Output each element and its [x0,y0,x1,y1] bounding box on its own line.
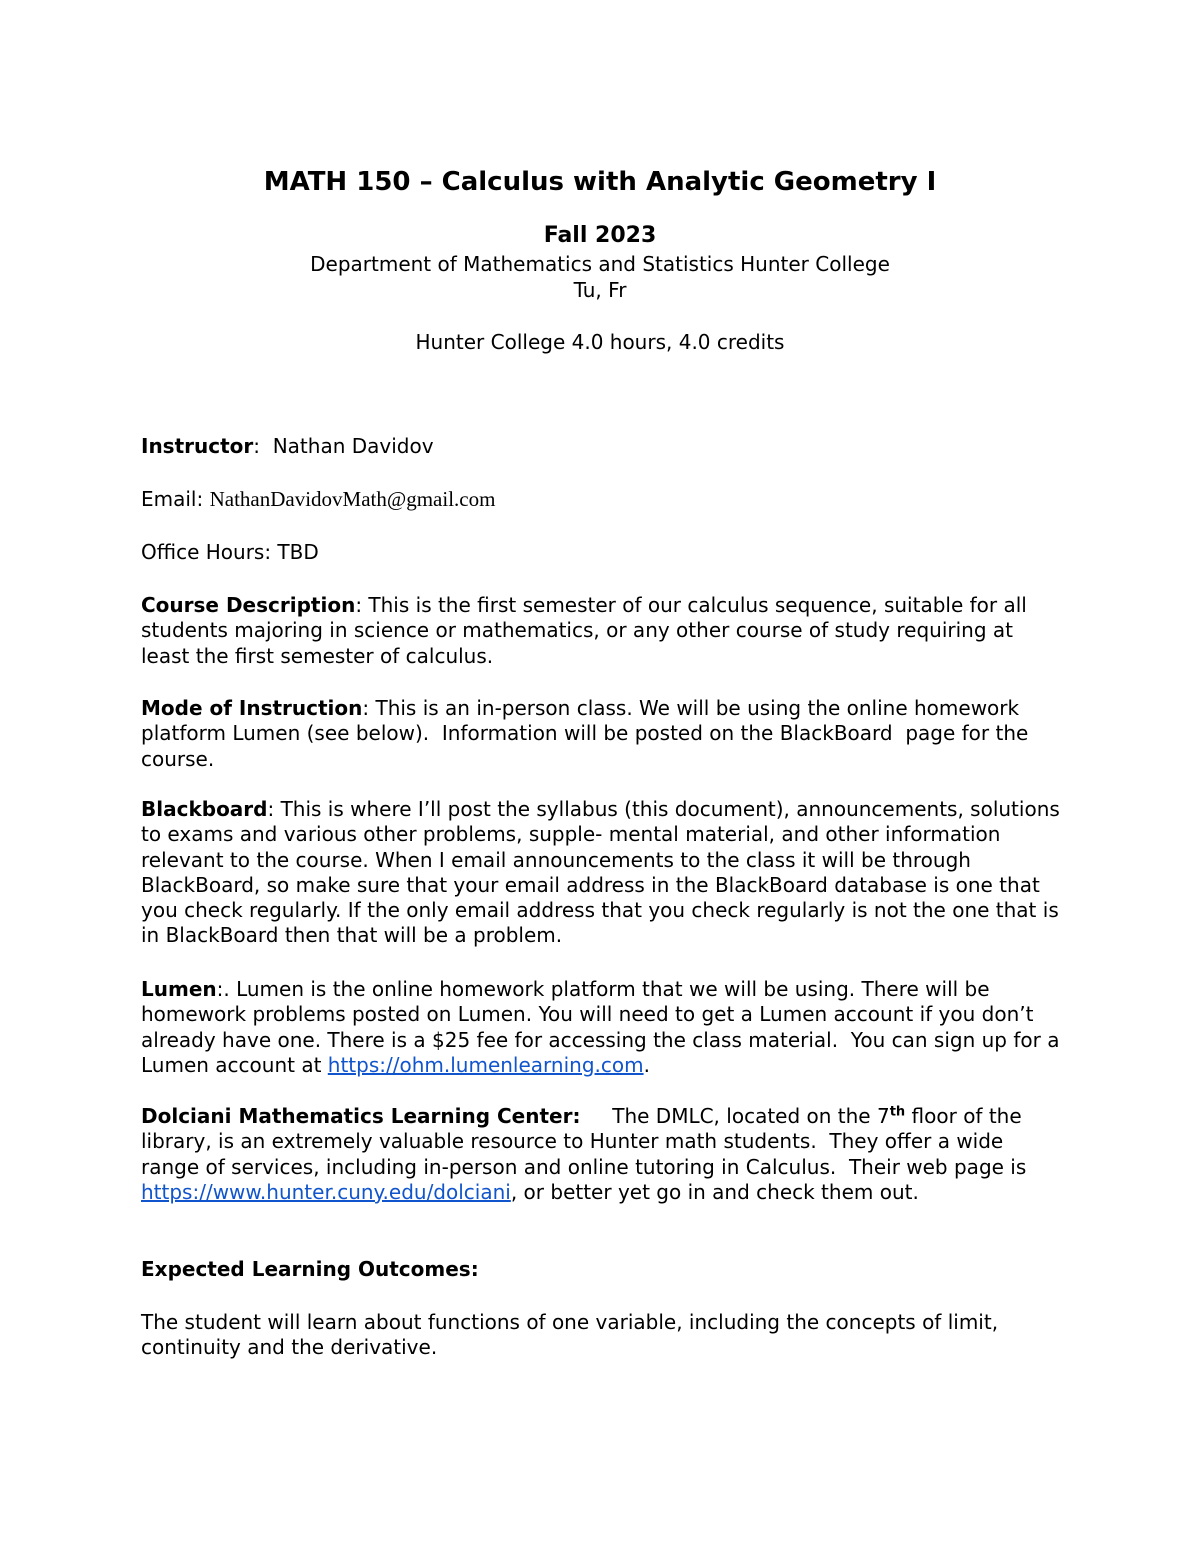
instructor-line [141,434,1061,459]
lumen-paragraph [141,977,1066,1078]
email-label: Email: [141,487,210,511]
dmlc-after: , or better yet go in and check them out. [510,1179,919,1204]
course-title: MATH 150 – Calculus with Analytic Geometry I [263,167,937,197]
blackboard-paragraph [141,797,1061,949]
mode-of-instruction-text: : This is an in-person class. We will be using the online homework platform Lumen (see below). Information will be posted on the BlackBoard page for the course. [141,696,1035,771]
department-line: Department of Mathematics and Statistics Hunter College [310,252,890,276]
office-hours-line: Office Hours: TBD [141,540,319,564]
course-description-label: Course Description [141,593,356,617]
lumen-link[interactable]: https://ohm.lumenlearning.com [327,1052,644,1077]
blackboard-label: Blackboard [141,797,268,821]
dmlc-text-before: The DMLC, located on the 7 [580,1104,890,1128]
hours-credits-line: Hunter College 4.0 hours, 4.0 credits [415,330,785,354]
dmlc-label: Dolciani Mathematics Learning Center: [141,1104,581,1128]
instructor-label: Instructor [141,434,254,458]
outcomes-heading: Expected Learning Outcomes: [141,1257,479,1281]
instructor-name: Nathan Davidov [272,434,434,458]
dmlc-ordinal-suffix: th [889,1104,906,1120]
course-term: Fall 2023 [543,223,657,248]
mode-of-instruction-label: Mode of Instruction [141,696,363,720]
email-line [141,487,1061,512]
class-days: Tu, Fr [573,278,627,302]
course-description-text: : This is the first semester of our calculus sequence, suitable for all students majoring in science or mathematics, or any other course of study requiring at least the first semester of calculus. [141,593,1027,668]
outcomes-paragraph: The student will learn about functions of one variable, including the concepts of limit, continuity and the derivative. [141,1310,999,1360]
dmlc-link[interactable]: https://www.hunter.cuny.edu/dolciani [141,1179,511,1204]
lumen-text: :. Lumen is the online homework platform that we will be using. There will be homework problems posted on Lumen. You will need to get a Lumen account if you don’t already have one. There is a $25 fee for accessing the class material. You can sign up for a Lumen account at [141,977,1066,1077]
course-description-paragraph [141,593,1061,669]
dmlc-text-after: floor of the library, is an extremely valuable resource to Hunter math students. They offer a wide range of services, including in-person and online tutoring in Calculus. Their web page is [141,1104,1033,1179]
instructor-separator: : [253,434,273,458]
blackboard-text: : This is where I’ll post the syllabus (this document), announcements, solutions to exams and various other problems, supple- mental material, and other information relevant to the course. When I email announcements to the class it will be through BlackBoard, so make sure that your email address in the BlackBoard database is one that you check regularly. If the only email address that you check regularly is not the one that is in BlackBoard then that will be a problem. [141,797,1060,948]
dmlc-paragraph [141,1104,1061,1205]
lumen-label: Lumen [141,977,217,1001]
lumen-after: . [643,1052,650,1077]
email-address: NathanDavidovMath@gmail.com [209,487,496,511]
mode-of-instruction-paragraph [141,696,1061,772]
